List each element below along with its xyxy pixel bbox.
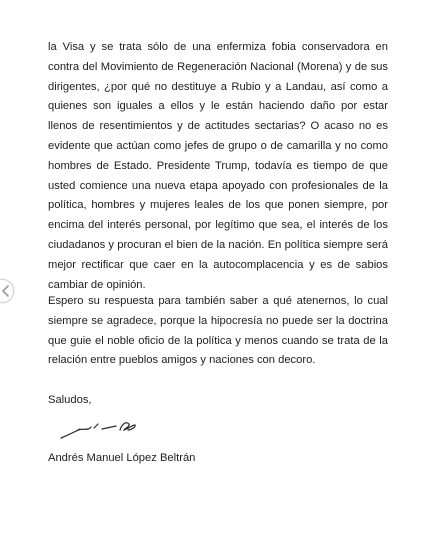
signatory-name: Andrés Manuel López Beltrán <box>48 452 196 464</box>
signature-image <box>58 416 148 444</box>
letter-paragraph-1: la Visa y se trata sólo de una enfermiza fobia conservadora en contra del Movimiento de Regeneración Nacional (Morena) y de sus dirigentes, ¿por qué no destituye a Rubio y a Landau, así como a quienes son iguales a ellos y le están haciendo daño por estar llenos de resentimientos y de actitudes sectarias? O acaso no es evidente que actúan como jefes de grupo o de camarilla y no como hombres de Estado. Presidente Trump, todavía es tiempo de que usted comience una nueva etapa apoyado con profesionales de la política, hombres y mujeres leales de los que ponen siempre, por encima del interés personal, por legítimo que sea, el interés de los ciudadanos y procuran el bien de la nación. En política siempre será mejor rectificar que caer en la autocomplacencia y es de sabios cambiar de opinión. <box>48 41 388 291</box>
letter-paragraph-2: Espero su respuesta para también saber a qué atenernos, lo cual siempre se agradece, porque la hipocresía no puede ser la doctrina que guie el noble oficio de la política y menos cuando se trata de la relación entre pueblos amigos y naciones con decoro. <box>48 295 388 367</box>
letter-closing: Saludos, <box>48 394 92 406</box>
chevron-left-icon <box>2 285 10 297</box>
